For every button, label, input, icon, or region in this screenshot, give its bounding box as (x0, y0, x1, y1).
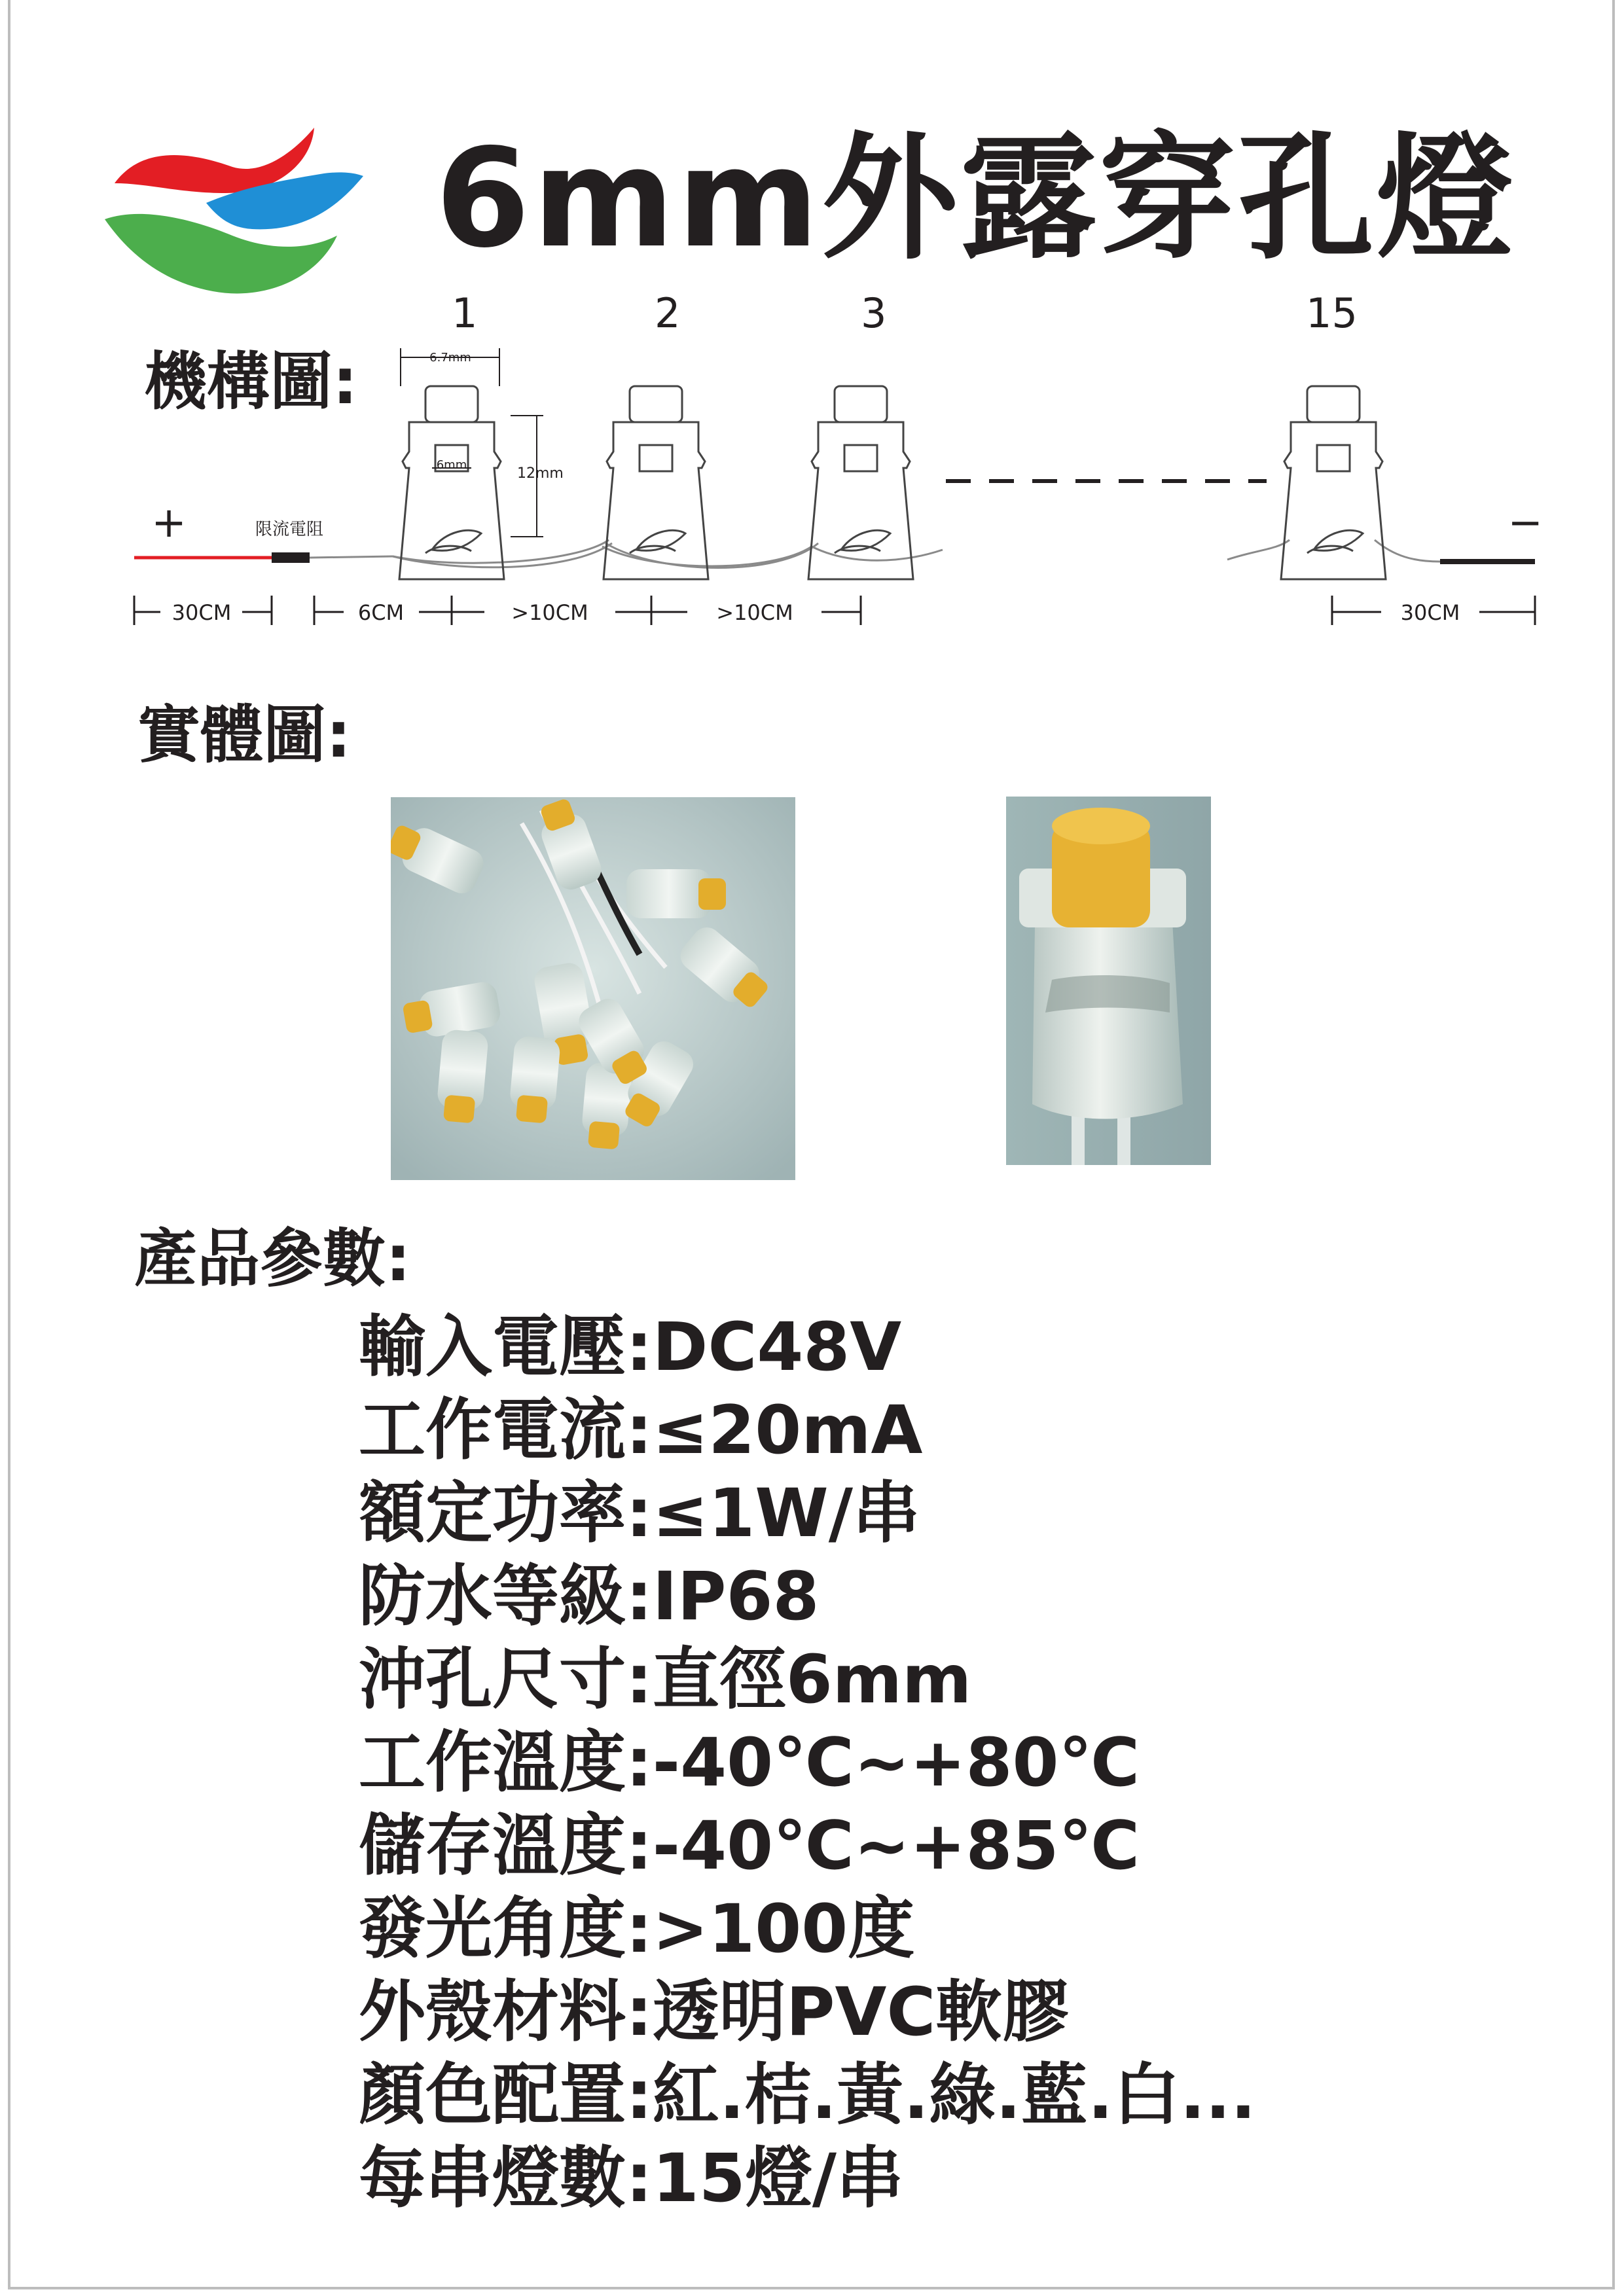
spec-beam-angle (359, 1888, 1256, 1971)
page-title: 6mm外露穿孔燈 (435, 120, 1516, 278)
company-logo (101, 121, 363, 304)
length-resistor-to-bulb: 6CM (357, 600, 405, 625)
spec-hole-size (359, 1638, 1256, 1721)
resistor-label: 限流電阻 (255, 520, 324, 539)
spec-label: 儲存溫度: (359, 1807, 653, 1885)
spec-value: -40℃~+80℃ (652, 1724, 1140, 1802)
bulb-1 (399, 386, 504, 579)
length-bulb-2-3: >10CM (716, 600, 793, 625)
length-lead-negative: 30CM (1400, 600, 1460, 625)
dim-height-label: 12mm (517, 465, 564, 482)
bulb-3 (808, 386, 913, 579)
dim-width-label: 6.7mm (429, 351, 471, 365)
spec-value: 紅.桔.黃.綠.藍.白... (652, 2056, 1256, 2134)
spec-rated-power (359, 1472, 1256, 1555)
spec-label: 外殼材料: (359, 1973, 653, 2051)
minus-label: − (1507, 499, 1543, 547)
spec-housing-material (359, 1971, 1256, 2054)
bulb-number-2: 2 (655, 289, 681, 337)
params-heading: 產品參數: (134, 1222, 411, 1295)
plus-label: + (151, 499, 187, 547)
spec-working-current (359, 1389, 1256, 1472)
structure-diagram (0, 314, 1624, 655)
spec-storage-temperature (359, 1804, 1256, 1888)
length-lead-positive: 30CM (171, 600, 232, 625)
spec-value: >100度 (652, 1890, 915, 1968)
spec-label: 輸入電壓: (359, 1308, 653, 1386)
spec-value: 透明PVC軟膠 (652, 1973, 1070, 2051)
spec-value: IP68 (652, 1558, 820, 1636)
spec-label: 防水等級: (359, 1558, 653, 1636)
cable-bulb-15-in (1227, 540, 1290, 560)
spec-label: 顏色配置: (359, 2056, 653, 2134)
spec-value: 15燈/串 (652, 2140, 903, 2217)
spec-list (359, 1306, 1256, 2220)
spec-bulbs-per-string (359, 2137, 1256, 2220)
spec-input-voltage (359, 1306, 1256, 1389)
spec-label: 額定功率: (359, 1475, 653, 1552)
structure-heading: 機構圖: (144, 345, 358, 418)
length-bulb-1-2: >10CM (511, 600, 588, 625)
product-photo-single (1006, 797, 1211, 1165)
dim-hole-label: 6mm (436, 458, 467, 472)
spec-working-temperature (359, 1721, 1256, 1804)
bulb-15 (1281, 386, 1386, 579)
spec-label: 發光角度: (359, 1890, 653, 1968)
spec-label: 沖孔尺寸: (359, 1641, 653, 1719)
spec-label: 每串燈數: (359, 2140, 653, 2217)
spec-label: 工作溫度: (359, 1724, 653, 1802)
bulb-number-15: 15 (1306, 289, 1358, 337)
spec-value: -40℃~+85℃ (652, 1807, 1140, 1885)
spec-waterproof-rating (359, 1555, 1256, 1638)
spec-color-options (359, 2054, 1256, 2137)
resistor (272, 552, 310, 563)
spec-value: ≤20mA (652, 1391, 923, 1469)
product-photo-cluster (391, 797, 795, 1180)
photos-heading: 實體圖: (137, 698, 352, 772)
bulb-number-1: 1 (452, 289, 478, 337)
spec-value: ≤1W/串 (652, 1475, 920, 1552)
bulb-number-3: 3 (861, 289, 887, 337)
logo-green-swoosh (105, 214, 337, 294)
spec-value: 直徑6mm (652, 1641, 972, 1719)
spec-value: DC48V (652, 1308, 902, 1386)
spec-label: 工作電流: (359, 1391, 653, 1469)
positive-lead (310, 556, 393, 558)
